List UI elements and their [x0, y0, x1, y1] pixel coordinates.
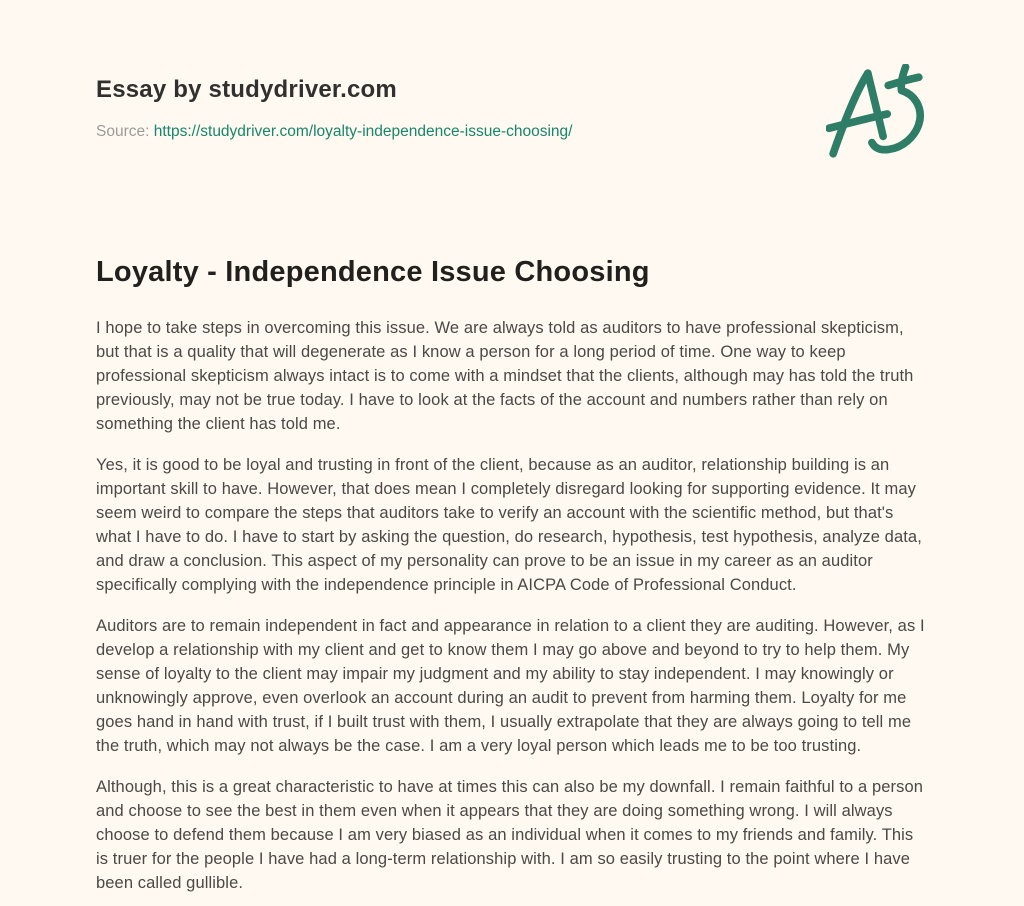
essay-body: [96, 316, 928, 895]
source-label: Source:: [96, 123, 150, 140]
essay-title: Loyalty - Independence Issue Choosing: [96, 256, 650, 288]
studydriver-a-plus-logo-icon: [826, 64, 928, 166]
source-row: [96, 123, 928, 141]
essay-paragraph: I hope to take steps in overcoming this issue. We are always told as auditors to have professional skepticism, but that is a quality that will degenerate as I know a person for a long period of time. One way to keep professional skepticism always intact is to come with a mindset that the clients, although may has told the truth previously, may not be true today. I have to look at the facts of the account and numbers rather than rely on something the client has told me.: [96, 319, 914, 433]
essay-paragraph: Yes, it is good to be loyal and trusting in front of the client, because as an auditor, relationship building is an important skill to have. However, that does mean I completely disregard looking for supporting evidence. It may seem weird to compare the steps that auditors take to verify an account with the scientific method, but that's what I have to do. I have to start by asking the question, do research, hypothesis, test hypothesis, analyze data, and draw a conclusion. This aspect of my personality can prove to be an issue in my career as an auditor specifically complying with the independence principle in AICPA Code of Professional Conduct.: [96, 456, 922, 594]
source-link[interactable]: https://studydriver.com/loyalty-independence-issue-choosing/: [153, 123, 573, 140]
page-heading: Essay by studydriver.com: [96, 76, 397, 103]
essay-paragraph: Although, this is a great characteristic to have at times this can also be my downfall. I remain faithful to a person and choose to see the best in them even when it appears that they are doing something wrong. I will always choose to defend them because I am very biased as an individual when it comes to my friends and family. This is truer for the people I have had a long-term relationship with. I am so easily trusting to the point where I have been called gullible.: [96, 778, 924, 892]
essay-paragraph: Auditors are to remain independent in fact and appearance in relation to a client they are auditing. However, as I develop a relationship with my client and get to know them I may go above and beyond to try to help them. My sense of loyalty to the client may impair my judgment and my ability to stay independent. I may knowingly or unknowingly approve, even overlook an account during an audit to prevent from harming them. Loyalty for me goes hand in hand with trust, if I built trust with them, I usually extrapolate that they are always going to tell me the truth, which may not always be the case. I am a very loyal person which leads me to be too trusting.: [96, 617, 925, 755]
